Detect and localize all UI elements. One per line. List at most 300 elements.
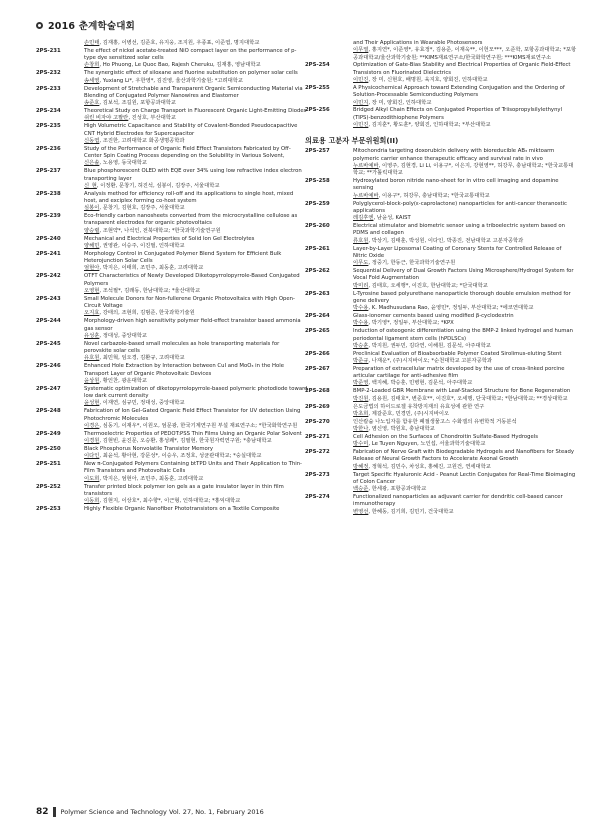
abstract-entry — [36, 191, 308, 213]
abstract-authors — [84, 355, 308, 362]
presenter-name: 누르바예바 — [353, 162, 379, 169]
abstract-entry — [36, 363, 308, 385]
abstract-title: The synergistic effect of siloxane and fluorine substitution on polymer solar cells — [84, 70, 298, 77]
co-authors-affiliation: , 정대성, 중앙대학교 — [99, 332, 148, 339]
left-column — [36, 40, 308, 514]
abstract-title: 은도금법의 하이드로겔 유착방지재의 유효성에 관한 연구 — [353, 403, 485, 410]
abstract-body — [84, 386, 308, 408]
abstract-title: Optimization of Gate-Bias Stability and Electrical Properties of Organic Field-Effect Transistors on Fluorinated Dielectrics — [353, 62, 571, 76]
abstract-authors — [353, 283, 577, 290]
abstract-code: 2PS-236 — [36, 145, 61, 152]
abstract-body — [353, 351, 577, 366]
abstract-code: 2PS-272 — [305, 449, 330, 456]
presenter-name: 박준규 — [353, 358, 369, 364]
abstract-authors — [84, 288, 308, 295]
abstract-body — [353, 85, 577, 107]
abstract-entry — [36, 251, 308, 273]
abstract-body — [84, 236, 308, 251]
abstract-code: 2PS-244 — [36, 318, 61, 325]
abstract-entry — [305, 201, 577, 223]
co-authors-affiliation: , 한세광, 포항공과대학교 — [368, 486, 427, 493]
abstract-entry — [36, 408, 308, 430]
presenter-name: 이민진 — [353, 122, 369, 129]
abstract-title: Fabrication of Ion Gel-Gated Organic Field Effect Transistor for UV detection Using Photochromic Molecules — [84, 408, 301, 422]
abstract-code: 2PS-259 — [305, 200, 330, 207]
presenter-name: 이도희 — [84, 475, 100, 482]
abstract-body — [84, 461, 308, 483]
abstract-body — [84, 40, 308, 47]
abstract-code: 2PS-254 — [305, 62, 330, 69]
abstract-code: 2PS-247 — [36, 385, 61, 392]
presenter-name: 박승훈 — [353, 342, 369, 349]
presenter-name: 박수용 — [353, 305, 369, 312]
presenter-name: 이동희 — [84, 498, 100, 505]
abstract-title: Induction of osteogenic differentiation using the BMP-2 linked hydrogel and human periodontal ligament stem cells (hPDLSCs) — [353, 328, 573, 342]
co-authors-affiliation: , 박상기, 김태훈, 박성원, 이다인, 박종진, 전남대학교 고분자공학과 — [368, 237, 524, 244]
co-authors-affiliation: , 홍지연*, 이준영*, 유효정*, 김용준, 이재욱**, 이헌모***, 오준학, 포항공과대학교; *포항공과대학교/울산과학기술원; **KIMS재료연구소/한국화학연구원; ***KIMS재료연구소 — [353, 47, 577, 61]
co-authors-affiliation: , 김현빈, 윤진문, 오승환, 홍성쾌*, 김필현, 한국원자력연구원; *충남대학교 — [99, 438, 272, 445]
abstract-entry — [36, 146, 308, 168]
abstract-authors — [84, 438, 308, 445]
co-authors-affiliation: , 박지은, 이태희, 조민주, 최동훈, 고려대학교 — [99, 265, 204, 272]
abstract-body — [84, 168, 308, 190]
abstract-entry — [305, 85, 577, 107]
co-authors-affiliation: , 염신영, 박원호, 충남대학교 — [368, 426, 435, 433]
abstract-body — [353, 246, 577, 268]
abstract-entry — [305, 291, 577, 313]
co-authors-affiliation: , 심동기, 이재우*, 이원오, 엄문광, 한국기계연구원 부설 재료연구소; *한국화학연구원 — [99, 422, 298, 429]
presenter-name: 손민태 — [84, 40, 100, 46]
abstract-code: 2PS-262 — [305, 268, 330, 275]
co-authors-affiliation: , 강태의, 조현희, 김범준, 한국과학기술원 — [99, 310, 195, 317]
abstract-entry — [36, 168, 308, 190]
abstract-entry — [305, 419, 577, 434]
co-authors-affiliation: , 김재홍, 이병선, 김준호, 유지웅, 조지원, 우종표, 이준엽, 명지대학교 — [99, 40, 260, 46]
abstract-title: Fabrication of Nerve Graft with Biodegradable Hydrogels and Nanofibers for Steady Release of Neural Growth Factors to Accelerate Axonal Growth — [353, 449, 574, 463]
abstract-title: Layer-by-Layer Liposomal Coating of Coronary Stents for Controlled Release of Nitric Oxide — [353, 245, 562, 259]
abstract-code: 2PS-264 — [305, 313, 330, 320]
abstract-code: 2PS-251 — [36, 461, 61, 468]
co-authors-affiliation: , 박기영*, 정일두, 부산대학교; *KPX — [368, 320, 454, 327]
abstract-authors — [353, 486, 577, 493]
abstract-code: 2PS-234 — [36, 108, 61, 115]
presenter-name: 유성훈 — [84, 332, 100, 339]
co-authors-affiliation: , 조석필*, 김래동, 한남대학교; *울산대학교 — [99, 287, 201, 294]
presenter-name: 레김후엔 — [353, 215, 374, 222]
abstract-title: The effect of nickel acetate-treated NiO compact layer on the performance of p-type dye sensitized solar cells — [84, 47, 297, 62]
abstract-authors — [84, 243, 308, 250]
presenter-name: 오지효 — [84, 310, 100, 317]
abstract-code: 2PS-235 — [36, 123, 61, 130]
abstract-authors — [353, 509, 577, 516]
abstract-title: Blue phosphorescent OLED with EQE over 34% using low refractive index electron transporting layer — [84, 168, 302, 182]
abstract-body — [353, 148, 577, 177]
presenter-name: 송준호 — [84, 100, 100, 107]
abstract-authors — [84, 78, 308, 85]
abstract-body — [84, 251, 308, 273]
abstract-title: Enhanced Hole Extraction by Interaction between CuI and MoO₃ in the Hole Transport Layer of Organic Photovoltaic Devices — [84, 363, 285, 377]
presenter-name: 양승렬 — [84, 227, 100, 234]
abstract-title: Functionalized nanoparticles as adjuvant carrier for dendritic cell-based cancer immunotherapy — [353, 494, 563, 508]
conference-title: 2016 춘계학술대회 — [48, 21, 136, 32]
abstract-code: 2PS-267 — [305, 365, 330, 372]
co-authors-affiliation: , 진성호, 부산대학교 — [128, 115, 176, 122]
abstract-entry — [305, 472, 577, 494]
presenter-name: 류호원 — [353, 237, 369, 244]
co-authors-affiliation: , 황인찬, 광운대학교 — [99, 377, 148, 384]
abstract-title: Eco-friendly carbon nanosheets converted from the microcrystalline cellulose as transparent electrodes for organic photovoltaics — [84, 213, 298, 227]
abstract-code: 2PS-260 — [305, 223, 330, 230]
abstract-code: 2PS-232 — [36, 70, 61, 77]
abstract-entry — [36, 431, 308, 446]
abstract-entry — [36, 461, 308, 483]
presenter-name: 윤상원 — [84, 377, 100, 384]
abstract-entry — [305, 107, 577, 129]
abstract-authors — [353, 47, 577, 62]
abstract-body — [353, 268, 577, 290]
abstract-authors — [84, 310, 308, 317]
abstract-title: Hydroxylated boron nitride nano-sheet for in vitro cell imaging and dopamine sensing — [353, 178, 559, 192]
presenter-name: 박초희 — [353, 410, 369, 417]
abstract-body — [84, 213, 308, 235]
abstract-title: Transfer printed block polymer ion gels as a gate insulator layer in thin film transistors — [84, 483, 284, 497]
abstract-entry — [305, 328, 577, 350]
abstract-title: High Volumetric Capacitance and Stability of Covalent-Bonded Pseudocapacitive CNT Hybrid Electrodes for Supercapacitor — [84, 123, 298, 137]
abstract-code: 2PS-274 — [305, 494, 330, 501]
abstract-authors — [353, 358, 577, 365]
abstract-authors — [84, 378, 308, 385]
abstract-body — [353, 313, 577, 328]
abstract-entry — [36, 123, 308, 145]
abstract-title: L-Tyrosine based polyurethane nanoparticle thorough double emulsion method for gene delivery — [353, 290, 571, 304]
co-authors-affiliation: , 장 미, 신현호, 배명원, 육지호, 양회진, 인하대학교 — [368, 77, 488, 84]
presenter-name: 박준영 — [353, 380, 369, 387]
right-column — [305, 40, 577, 517]
abstract-entry — [305, 223, 577, 245]
abstract-code: 2PS-273 — [305, 471, 330, 478]
abstract-body — [353, 107, 577, 129]
co-authors-affiliation: , 김지훈*, 황도훈*, 양회진, 인하대학교; *부산대학교 — [368, 122, 491, 129]
co-authors-affiliation: , 문창기, 김현호, 김장주, 서울대학교 — [99, 205, 185, 212]
page-number: 82 — [36, 807, 49, 817]
abstract-code: 2PS-231 — [36, 47, 61, 54]
footer-separator — [53, 807, 56, 817]
presenter-name: 누르바예바 — [353, 192, 379, 199]
abstract-body — [84, 108, 308, 123]
abstract-body — [84, 48, 308, 70]
abstract-body — [84, 273, 308, 295]
abstract-body — [84, 408, 308, 430]
abstract-authors — [84, 498, 308, 505]
abstract-title: Study of the Performance of Organic Field Effect Transistors Fabricated by Off-Center Spin Coating Process depending on the Solubility in Various Solvent, — [84, 145, 291, 160]
abstract-code: 2PS-237 — [36, 168, 61, 175]
abstract-title: Highly Flexible Organic Nanofiber Phototransistors on a Textile Composite — [84, 506, 280, 513]
abstract-body — [353, 291, 577, 313]
co-authors-affiliation: , Yuxiang Li*, 우한영*, 김진영, 울산과학기술원; *고려대학교 — [99, 77, 244, 84]
co-authors-affiliation: , 김현지, 이상호*, 최수향*, 이근형, 인하대학교; *홍익대학교 — [99, 498, 241, 505]
co-authors-affiliation: , 이재연, 심규민, 정대성, 중앙대학교 — [99, 400, 185, 407]
abstract-body — [84, 341, 308, 363]
abstract-authors — [353, 100, 577, 107]
abstract-authors — [353, 426, 577, 433]
co-authors-affiliation: , 김태호, 오세행*, 이진호, 한남대학교; *단국대학교 — [368, 282, 488, 289]
presenter-name: 유호원 — [84, 355, 100, 362]
abstract-title: Mechanical and Electrical Properties of Solid Ion Gel Electrolytes — [84, 235, 255, 242]
journal-info: Polymer Science and Technology Vol. 27, No. 1, February 2016 — [60, 808, 264, 816]
presenter-name: 쉬린 비자야 고팔란 — [84, 115, 129, 122]
abstract-title: 인산칼슘 나노입자를 함유한 폐절생물고스 수화겔의 유변학적 거동분석 — [353, 418, 517, 425]
presenter-name: 신은솔 — [84, 160, 100, 167]
abstract-code: 2PS-261 — [305, 245, 330, 252]
abstract-title: Preclinical Evaluation of Bioabsorbable Polymer Coated Sirolimus-eluting Stent — [353, 350, 562, 357]
abstract-authors — [353, 464, 577, 471]
abstract-title: Systematic optimization of diketopyrrolopyrrole-based polymeric photodiode toward low dark current density — [84, 385, 308, 400]
abstract-code: 2PS-271 — [305, 433, 330, 440]
abstract-title: Morphology Control in Conjugated Polymer Blend System for Efficient Bulk Heterojunction Solar Cells — [84, 250, 282, 265]
abstract-authors — [353, 411, 577, 418]
abstract-code: 2PS-250 — [36, 445, 61, 452]
abstract-authors — [84, 265, 308, 272]
abstract-authors — [84, 205, 308, 212]
co-authors-affiliation: , 제갈준호, 민경민, (주)시지바이오 — [368, 410, 450, 417]
abstract-authors — [353, 343, 577, 350]
co-authors-affiliation: , 조현약*, 나석인, 전북대학교; *한국과학기술연구원 — [99, 227, 221, 234]
abstract-body — [353, 62, 577, 84]
abstract-authors — [84, 138, 308, 145]
abstract-code — [305, 40, 353, 62]
section-heading: 의료용 고분자 부문위원회(II) — [305, 136, 399, 146]
abstract-authors — [84, 100, 308, 107]
abstract-authors — [84, 62, 308, 69]
abstract-title: Glass-ionomer cements based using modified β-cyclodextrin — [353, 313, 514, 320]
presenter-name: 박미리 — [353, 282, 369, 289]
abstract-title: Preparation of extracellular matrix developed by the use of cross-linked porcine articular cartilage for anti-adhesive film — [353, 365, 565, 380]
presenter-name: 박수용 — [353, 320, 369, 327]
presenter-name: 심봉이 — [84, 205, 100, 212]
abstract-entry — [305, 246, 577, 268]
abstract-authors — [84, 423, 308, 430]
presenter-name: 손창희 — [84, 62, 100, 69]
abstract-entry — [36, 341, 308, 363]
abstract-authors — [84, 476, 308, 483]
presenter-name: 이무열 — [353, 47, 369, 54]
abstract-title: Novel carbazole-based small molecules as hole transporting materials for perovskite solar cells — [84, 340, 280, 355]
abstract-code: 2PS-248 — [36, 408, 61, 415]
page-footer — [36, 806, 264, 818]
abstract-entry — [305, 178, 577, 200]
co-authors-affiliation: , 최민혁, 임오경, 김환규, 고려대학교 — [99, 355, 185, 362]
abstract-entry — [36, 108, 308, 123]
abstract-entry — [36, 40, 308, 47]
abstract-body — [84, 123, 308, 145]
abstract-code: 2PS-233 — [36, 85, 61, 92]
presenter-name: 방혜정 — [353, 463, 369, 470]
presenter-name: 박진원 — [353, 395, 369, 402]
co-authors-affiliation: , 박지은, 엄현아, 조민주, 최동훈, 고려대학교 — [99, 475, 204, 482]
abstract-code: 2PS-255 — [305, 84, 330, 91]
abstract-code: 2PS-256 — [305, 107, 330, 114]
abstract-authors — [353, 122, 577, 129]
abstract-authors — [353, 193, 577, 200]
presenter-name: 변영선 — [353, 508, 369, 515]
abstract-authors — [84, 160, 308, 167]
abstract-entry — [305, 40, 577, 62]
abstract-code: 2PS-266 — [305, 350, 330, 357]
abstract-entry — [305, 388, 577, 403]
abstract-authors — [84, 183, 308, 190]
abstract-title: Bridged Alkyl Chain Effects on Conjugated Properties of Triisopropylsilylethynyl (TIPS)-benzodithiophene Polymers — [353, 107, 563, 121]
abstract-title: Morphology-driven high sensitivity polymer field-effect transistor based ammonia gas sensor — [84, 318, 301, 332]
presenter-name: 이다인 — [84, 453, 100, 460]
abstract-entry — [305, 351, 577, 366]
abstract-body — [353, 434, 577, 449]
abstract-body — [353, 328, 577, 350]
abstract-code: 2PS-268 — [305, 388, 330, 395]
abstract-entry — [36, 273, 308, 295]
abstract-authors — [84, 333, 308, 340]
abstract-title: Mitochondria targeting doxorubicin delivery with bioreducible AB₃ miktoarm polymeric carrier enhance therapeutic efficacy and survival rate in vivo — [353, 148, 555, 162]
co-authors-affiliation: , 김용원, 김태호*, 변준호**, 이진호*, 오세행, 단국대학교; *한남대학교; **경상대학교 — [368, 395, 568, 402]
co-authors-affiliation: , 권영관, 이승주, 이진필, 인하대학교 — [99, 242, 185, 249]
co-authors-affiliation: , 정중기, 한동근, 한국과학기술연구원 — [368, 260, 456, 267]
co-authors-affiliation: , Le Tuyen Nguyen, 노인섭, 서울과학기술대학교 — [368, 441, 486, 448]
presenter-name: 이경은 — [84, 422, 100, 429]
co-authors-affiliation: , 이영주, 김현경, Li Li, 이용구*, 이은지, 강현영**, 허강무, 충남대학교; *한국교통대학교; **가톨릭대학교 — [353, 162, 574, 177]
abstract-entry — [305, 449, 577, 471]
abstract-body — [353, 223, 577, 245]
abstract-code: 2PS-249 — [36, 430, 61, 437]
abstract-title: Analysis method for efficiency roll-off and its applications to single host, mixed host, and exciplex forming co-host system — [84, 190, 294, 204]
abstract-code: 2PS-240 — [36, 235, 61, 242]
abstract-body — [353, 419, 577, 434]
presenter-name: 이민지 — [353, 99, 369, 106]
presenter-name: 엄현아 — [84, 265, 100, 272]
abstract-body — [353, 449, 577, 471]
abstract-title: Cell Adhesion on the Surfaces of Chondroitin Sulfate-Based Hydrogels — [353, 433, 538, 440]
abstract-body — [353, 388, 577, 403]
co-authors-affiliation: , K. Madhusudana Rao, 윤영민*, 정일두, 부산대학교; *에코연대학교 — [368, 305, 534, 312]
abstract-authors — [353, 396, 577, 403]
abstract-title: Electrical stimulator and biometric sensor using a triboelectric system based on PDMS and collagen — [353, 223, 566, 237]
abstract-body — [353, 178, 577, 200]
abstract-entry — [36, 446, 308, 461]
abstract-authors — [353, 260, 577, 267]
abstract-code: 2PS-270 — [305, 418, 330, 425]
abstract-code: 2PS-257 — [305, 148, 330, 155]
abstract-authors — [353, 77, 577, 84]
abstract-authors — [353, 320, 577, 327]
presenter-name: 신_현 — [84, 182, 97, 189]
abstract-authors — [84, 228, 308, 235]
abstract-authors — [353, 441, 577, 448]
co-authors-affiliation: , Ho Phuong, Le Quoc Bao, Rajesh Cheruku, 김재홍, 영남대학교 — [99, 62, 261, 69]
presenter-name: 윤성현 — [84, 400, 100, 407]
abstract-entry — [36, 318, 308, 340]
abstract-code: 2PS-253 — [36, 506, 61, 513]
co-authors-affiliation: , 최윤석, 황아현, 강문성*, 이승우, 조정호, 성균관대학교; *숭실대학교 — [99, 453, 262, 460]
co-authors-affiliation: , 이용구*, 허강무, 충남대학교; *한국교통대학교 — [378, 192, 490, 199]
abstract-code: 2PS-242 — [36, 273, 61, 280]
presenter-name: 이경원 — [84, 438, 100, 445]
abstract-title: Black Phosphorus Nonvolatile Transistor Memory — [84, 445, 214, 452]
presenter-name: 송세영 — [84, 77, 100, 84]
co-authors-affiliation: , 이정환, 문창기, 허진석, 심봉이, 김장주, 서울대학교 — [96, 182, 220, 189]
abstract-body — [84, 296, 308, 318]
abstract-body — [84, 70, 308, 85]
abstract-body — [84, 506, 308, 513]
abstract-title: A Physicochemical Approach toward Extending Conjugation and the Ordering of Solution-Processable Semiconducting Polymers — [353, 84, 565, 99]
abstract-body — [84, 484, 308, 506]
abstract-entry — [305, 148, 577, 177]
presenter-name: 박한나 — [353, 426, 369, 433]
abstract-code — [36, 40, 84, 47]
abstract-authors — [353, 238, 577, 245]
co-authors-affiliation: , 조진한, 고려대학교 화공생명공학과 — [99, 137, 185, 144]
co-authors-affiliation: , 정혁석, 김민수, 차성호, 홍혜진, 고원건, 연세대학교 — [368, 463, 491, 470]
abstract-entry — [305, 268, 577, 290]
abstract-entry — [36, 213, 308, 235]
presenter-name: 이민진 — [353, 77, 369, 84]
abstract-code: 2PS-243 — [36, 295, 61, 302]
abstract-title: BMP-2-Loaded GBR Membrane with Leaf-Stacked Structure for Bone Regeneration — [353, 388, 571, 395]
presenter-name: 이무도 — [353, 260, 369, 267]
abstract-authors — [353, 215, 577, 222]
abstract-authors — [353, 305, 577, 312]
abstract-title: Thermoelectric Properties of PEDOT:PSS Thin Films Using an Organic Polar Solvent — [84, 430, 302, 437]
abstract-title: OTFT Characteristics of Newly Developed Diketopyrrolopyrrole-Based Conjugated Polymers — [84, 273, 300, 287]
abstract-entry — [36, 70, 308, 85]
abstract-title: and Their Applications in Wearable Photosensors — [353, 40, 483, 46]
abstract-entry — [36, 236, 308, 251]
co-authors-affiliation: , 남윤성, KAIST — [373, 215, 411, 222]
abstract-code: 2PS-238 — [36, 190, 61, 197]
abstract-authors — [84, 115, 308, 122]
abstract-title: Development of Stretchable and Transparent Organic Semiconducting Material via Blending of Conjugated Polymer Nanowires and Elastomer — [84, 85, 303, 99]
abstract-entry — [36, 506, 308, 513]
abstract-entry — [305, 313, 577, 328]
abstract-entry — [36, 484, 308, 506]
abstract-body — [353, 472, 577, 494]
abstract-code: 2PS-245 — [36, 340, 61, 347]
abstract-body — [84, 363, 308, 385]
presenter-name: 신동엽 — [84, 137, 100, 144]
abstract-code: 2PS-239 — [36, 213, 61, 220]
abstract-body — [84, 86, 308, 108]
co-authors-affiliation: , 나재운*, (주)시지바이오; *순천대학교 고분자공학과 — [368, 358, 493, 364]
abstract-entry — [305, 62, 577, 84]
presenter-name: 백승준 — [353, 486, 369, 493]
abstract-authors — [84, 453, 308, 460]
abstract-body — [84, 446, 308, 461]
abstract-entry — [36, 48, 308, 70]
abstract-authors — [84, 40, 308, 47]
presenter-name: 오영현 — [84, 287, 100, 294]
abstract-code: 2PS-265 — [305, 328, 330, 335]
presenter-name: 방수미 — [353, 441, 369, 448]
co-authors-affiliation: , 한혜동, 김기희, 김민기, 건국대학교 — [368, 508, 454, 515]
page-header — [36, 18, 135, 32]
abstract-authors — [84, 400, 308, 407]
abstract-body — [84, 191, 308, 213]
co-authors-affiliation: , 백지혜, 박승훈, 민병현, 김문석, 아주대학교 — [368, 380, 473, 387]
abstract-entry — [305, 434, 577, 449]
abstract-code: 2PS-252 — [36, 483, 61, 490]
abstract-code: 2PS-263 — [305, 290, 330, 297]
co-authors-affiliation: , 장 미, 양회진, 인하대학교 — [368, 99, 432, 106]
abstract-code: 2PS-269 — [305, 403, 330, 410]
abstract-entry — [36, 86, 308, 108]
presenter-name: 양해민 — [84, 242, 100, 249]
